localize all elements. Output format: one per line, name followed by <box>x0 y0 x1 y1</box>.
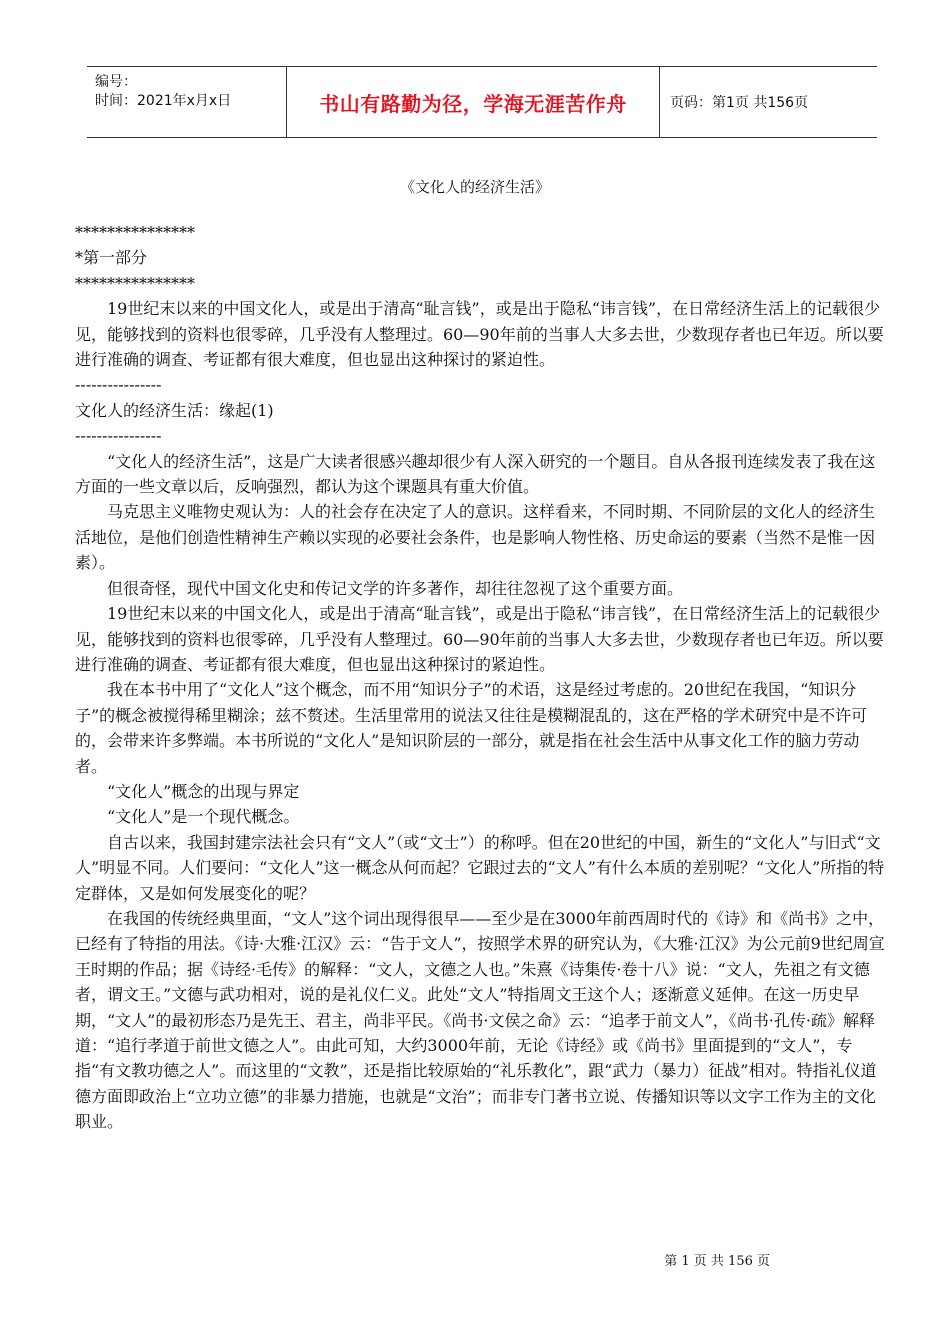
paragraph: 我在本书中用了“文化人”这个概念，而不用“知识分子”的术语，这是经过考虑的。20世纪在我国，“知识分子”的概念被搅得稀里糊涂；兹不赘述。生活里常用的说法又往往是模糊混乱的，这在严格的学术研究中是不许可的，会带来许多弊端。本书所说的“文化人”是知识阶层的一部分，就是指在社会生活中从事文化工作的脑力劳动者。 <box>75 680 868 776</box>
paragraph: “文化人的经济生活”，这是广大读者很感兴趣却很少有人深入研究的一个题目。自从各报刊连续发表了我在这方面的一些文章以后，反响强烈，都认为这个课题具有重大价值。 <box>75 451 876 497</box>
header-motto-cell <box>287 67 660 137</box>
number-label: 编号： <box>95 74 137 90</box>
header-motto: 书山有路勤为径，学海无涯苦作舟 <box>319 91 627 116</box>
separator-stars: *************** <box>75 273 195 293</box>
document-header <box>87 66 877 138</box>
separator-stars: *************** <box>75 223 195 242</box>
paragraph: 19世纪末以来的中国文化人，或是出于清高“耻言钱”，或是出于隐私“讳言钱”，在日常经济生活上的记载很少见，能够找到的资料也很零碎，几乎没有人整理过。60—90年前的当事人大多去世，少数现存者也已年迈。所以要进行准确的调查、考证都有很大难度，但也显出这种探讨的紧迫性。 <box>75 604 884 674</box>
document-title: 《文化人的经济生活》 <box>399 178 550 196</box>
paragraph: 自古以来，我国封建宗法社会只有“文人”（或“文士”）的称呼。但在20世纪的中国，新生的“文化人”与旧式“文人”明显不同。人们要问：“文化人”这一概念从何而起？它跟过去的“文人”有什么本质的差别呢？“文化人”所指的特定群体，又是如何发展变化的呢？ <box>75 832 885 903</box>
paragraph: 在我国的传统经典里面，“文人”这个词出现得很早——至少是在3000年前西周时代的《诗》和《尚书》之中，已经有了特指的用法。《诗·大雅·江汉》云：“告于文人”，按照学术界的研究认为，《大雅·江汉》为公元前9世纪周宣王时期的作品；据《诗经·毛传》的解释：“文人，文德之人也。”朱熹《诗集传·卷十八》说：“文人，先祖之有文德者，谓文王。”文德与武功相对，说的是礼仪仁义。此处“文人”特指周文王这个人；逐渐意义延伸。在这一历史早期，“文人”的最初形态乃是先王、君主，尚非平民。《尚书·文侯之命》云：“追孝于前文人”，《尚书·孔传·疏》解释道：“追行孝道于前世文德之人”。由此可知，大约3000年前，无论《诗经》或《尚书》里面提到的“文人”，专指“有文教功德之人”。而这里的“文教”，还是指比较原始的“礼乐教化”，跟“武力（暴力）征战”相对。特指礼仪道德方面即政治上“立功立德”的非暴力措施，也就是“文治”；而非专门著书立说、传播知识等以文字工作为主的文化职业。 <box>75 908 885 1132</box>
time-label: 时间：2021年x月x日 <box>95 93 232 109</box>
chapter-heading: 文化人的经济生活：缘起(1) <box>75 400 274 420</box>
separator-dashes: ---------------- <box>75 375 162 395</box>
document-body <box>75 220 885 1135</box>
page-footer: 第 1 页 共 156 页 <box>664 1254 770 1269</box>
subheading: “文化人”概念的出现与界定 <box>107 781 300 801</box>
header-page-info: 页码：第1页 共156页 <box>670 95 809 111</box>
section-heading: *第一部分 <box>75 248 148 268</box>
paragraph: 19世纪末以来的中国文化人，或是出于清高“耻言钱”，或是出于隐私“讳言钱”，在日常经济生活上的记载很少见，能够找到的资料也很零碎，几乎没有人整理过。60—90年前的当事人大多去世，少数现存者也已年迈。所以要进行准确的调查、考证都有很大难度，但也显出这种探讨的紧迫性。 <box>75 299 884 370</box>
header-meta <box>87 67 287 137</box>
separator-dashes: ---------------- <box>75 426 162 446</box>
paragraph: 马克思主义唯物史观认为：人的社会存在决定了人的意识。这样看来，不同时期、不同阶层的文化人的经济生活地位，是他们创造性精神生产赖以实现的必要社会条件，也是影响人物性格、历史命运的要素（当然不是惟一因素）。 <box>75 502 876 573</box>
paragraph: 但很奇怪，现代中国文化史和传记文学的许多著作，却往往忽视了这个重要方面。 <box>107 578 684 598</box>
paragraph: “文化人”是一个现代概念。 <box>107 807 300 827</box>
